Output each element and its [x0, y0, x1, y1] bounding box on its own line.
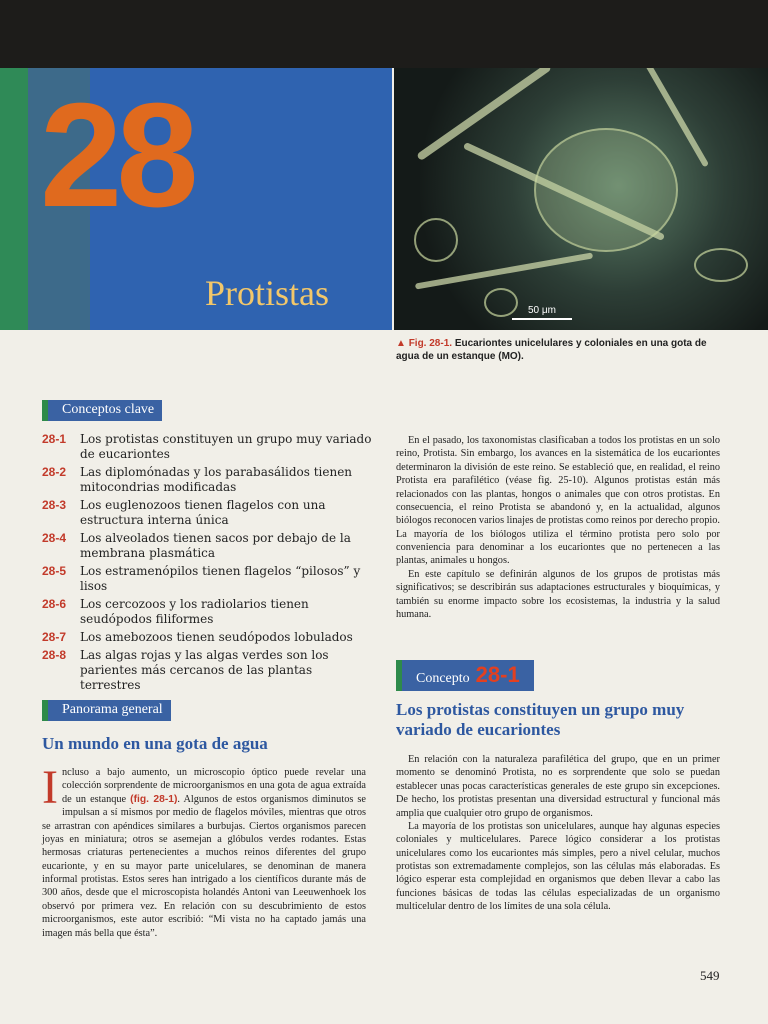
key-concept-item: 28-3 Los euglenozoos tienen flagelos con una estructura interna única [42, 498, 326, 527]
concept-number: 28-1 [475, 662, 520, 687]
chapter-title: Protistas [205, 273, 330, 313]
green-strip [0, 68, 28, 330]
scale-label: 50 μm [528, 305, 556, 316]
key-concept-item: 28-5 Los estramenópilos tienen flagelos “pilosos” y lisos [42, 564, 361, 593]
key-concept-item: 28-2 Las diplomónadas y los parabasálidos tienen mitocondrias modificadas [42, 465, 353, 494]
key-concept-item: 28-4 Los alveolados tienen sacos por debajo de la membrana plasmática [42, 531, 351, 560]
key-concept-item: 28-8 Las algas rojas y las algas verdes son los parientes más cercanos de las plantas terrestres [42, 648, 329, 692]
key-concepts-list [42, 432, 372, 696]
overview-heading: Un mundo en una gota de agua [42, 734, 268, 753]
caption-triangle-icon: ▲ [396, 338, 406, 349]
overview-text: Incluso a bajo aumento, un microscopio óptico puede revelar una colección sorprendente de microorganismos en una gota de agua extraída de un estanque (fig. 28-1). Algunos de estos organismos diminutos se impulsan a sí mismos por medio de flagelos móviles, mientras que otros se arrastran con apéndices similares a burbujas. Ciertos organismos parecen joyas en miniatura; otros se asemejan a glóbulos verdes rodantes. Estas hermosas criaturas pertenecientes a muchos reinos diferentes del grupo eucarionte, y en su mayor parte unicelulares, se denominan de manera informal protistas. Estos seres han intrigado a los científicos durante más de 300 años, desde que el microscopista holandés Antoni van Leeuwenhoek los observó por primera vez. En relación con su descubrimiento de estos microorganismos, este autor escribió: “Mi vista no ha captado jamás una imagen más bella que ésta”. [42, 761, 366, 939]
key-concept-item: 28-7 Los amebozoos tienen seudópodos lobulados [42, 630, 353, 644]
fig-reference: (fig. 28-1) [130, 793, 178, 805]
concept-text: En relación con la naturaleza parafilética del grupo, que en un primer momento se denominó Protista, no es sorprendente que solo se puedan establecer unas pocas características generales de este grupo sin excepciones. De hecho, los protistas presentan una diversidad estructural y funcional más amplia que cualquier otro grupo de organismos. La mayoría de los protistas son unicelulares, aunque hay algunas especies coloniales y multicelulares. Parece lógico considerar a los protistas unicelulares como los eucariontes más simples, pero a nivel celular, muchos protistas son extremadamente complejos, son las células más elaboradas. Es lógico esperar esta complejidad en organismos que deben llevar a cabo las funciones básicas de todas las células especializadas de un organismo multicelular dentro de los límites de una sola célula. [396, 754, 720, 913]
intro-text: En el pasado, los taxonomistas clasificaban a todos los protistas en un solo reino, Protista. Sin embargo, los avances en la sistemática de los eucariontes determinaron la división de este reino. Se estableció que, en realidad, el reino Protista era parafilético (véase fig. 25-10). Algunos protistas están más relacionados con las plantas, hongos o animales que con otros protistas. En consecuencia, el reino Protista se abandonó y, en la actualidad, algunos biólogos reconocen varios linajes de protistas como reinos por derecho propio. La mayoría de los biólogos utiliza el término protista pero solo por conveniencia para denominar a los eucariontes que no pertenecen a las plantas, animales u hongos. En este capítulo se definirán algunos de los grupos de protistas más significativos; se describirán sus adaptaciones estructurales y bioquímicas, y también su enorme impacto sobre los ecosistemas, la industria y la salud humana. [396, 435, 720, 620]
page-number: 549 [700, 968, 720, 983]
key-concept-item: 28-6 Los cercozoos y los radiolarios tienen seudópodos filiformes [42, 597, 309, 626]
panorama-general-label: Panorama general [42, 700, 171, 721]
concept-tag: Concepto 28-1 [396, 660, 534, 691]
micrograph-photo [394, 68, 768, 330]
caption-fig-label: Fig. 28-1. [408, 338, 453, 349]
key-concept-item: 28-1 Los protistas constituyen un grupo muy variado de eucariontes [42, 432, 372, 461]
chapter-number: 28 [40, 73, 193, 238]
caption-text: Eucariontes unicelulares y coloniales en una gota de agua de un estanque (MO). [396, 338, 707, 362]
figure-caption [396, 337, 726, 363]
drop-cap: I [42, 761, 58, 814]
concept-heading: Los protistas constituyen un grupo muy variado de eucariontes [396, 700, 685, 740]
conceptos-clave-label: Conceptos clave [42, 400, 162, 421]
scale-bar [512, 305, 572, 320]
